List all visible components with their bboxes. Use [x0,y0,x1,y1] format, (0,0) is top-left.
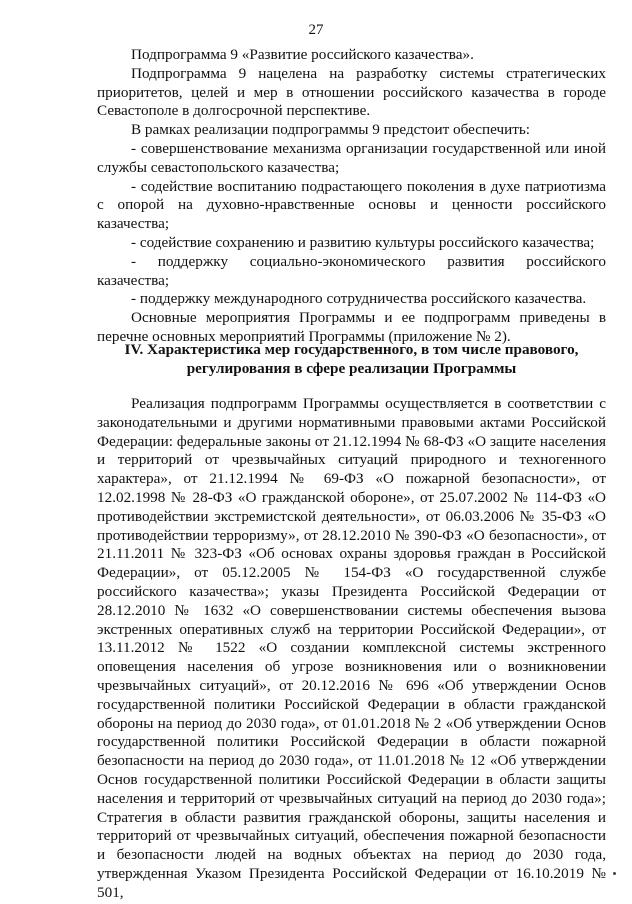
legal-basis-paragraph: Реализация подпрограмм Программы осуществляется в соответствии с законодательными и другими нормативными правовыми актами Российской Федерации: федеральные законы от 21.12.1994 № 68-ФЗ «О защите населения и территорий от чрезвычайных ситуаций природного и техногенного характера», от 21.12.1994 № 69-ФЗ «О пожарной безопасности», от 12.02.1998 № 28-ФЗ «О гражданской обороне», от 25.07.2002 № 114-ФЗ «О противодействии экстремистской деятельности», от 06.03.2006 № 35-ФЗ «О противодействии терроризму», от 28.12.2010 № 390-ФЗ «О безопасности», от 21.11.2011 № 323-ФЗ «Об основах охраны здоровья граждан в Российской Федерации», от 05.12.2005 № 154-ФЗ «О государственной службе российского казачества»; указы Президента Российской Федерации от 28.12.2010 № 1632 «О совершенствовании системы обеспечения вызова экстренных оперативных служб на территории Российской Федерации», от 13.11.2012 № 1522 «О создании комплексной системы экстренного оповещения населения об угрозе возникновения или о возникновении чрезвычайных ситуаций», от 20.12.2016 № 696 «Об утверждении Основ государственной политики Российской Федерации в области гражданской обороны на период до 2030 года», от 01.01.2018 № 2 «Об утверждении Основ государственной политики Российской Федерации в области пожарной безопасности на период до 2030 года», от 11.01.2018 № 12 «Об утверждении Основ государственной политики Российской Федерации в области защиты населения и территорий от чрезвычайных ситуаций на период до 2030 года»; Стратегия в области развития гражданской обороны, защиты населения и территорий от чрезвычайных ситуаций, обеспечения пожарной безопасности и безопасности людей на водных объектах на период до 2030 года, утвержденная Указом Президента Российской Федерации от 16.10.2019 № 501, [97,395,606,901]
list-item: - содействие сохранению и развитию культуры российского казачества; [131,233,595,251]
measures-paragraph: Основные мероприятия Программы и ее подпрограмм приведены в перечне основных мероприятий Программы (приложение № 2). [97,309,606,345]
scan-artifact [613,872,616,875]
list-item: - поддержку социально-экономического развития российского казачества; [97,252,606,289]
list-item: - поддержку международного сотрудничества российского казачества. [131,290,587,308]
section-heading [97,341,606,379]
list-item: - содействие воспитанию подрастающего поколения в духе патриотизма с опорой на духовно-нравственные основы и ценности российского казачества; [97,177,606,233]
section-heading-line-2: регулирования в сфере реализации Программы [186,359,517,377]
intro-block [97,46,606,347]
subprogram-title: Подпрограмма 9 «Развитие российского казачества». [131,46,474,63]
subprogram-tasks-intro: В рамках реализации подпрограммы 9 предстоит обеспечить: [131,121,531,139]
section-heading-line-1: IV. Характеристика мер государственного, в том числе правового, [124,341,579,358]
page-number: 27 [308,22,324,38]
list-item: - совершенствование механизма организации государственной или иной службы севастопольского казачества; [97,139,606,176]
subprogram-goal: Подпрограмма 9 нацелена на разработку системы стратегических приоритетов, целей и мер в отношении российского казачества в городе Севастополе в долгосрочной перспективе. [97,64,606,120]
